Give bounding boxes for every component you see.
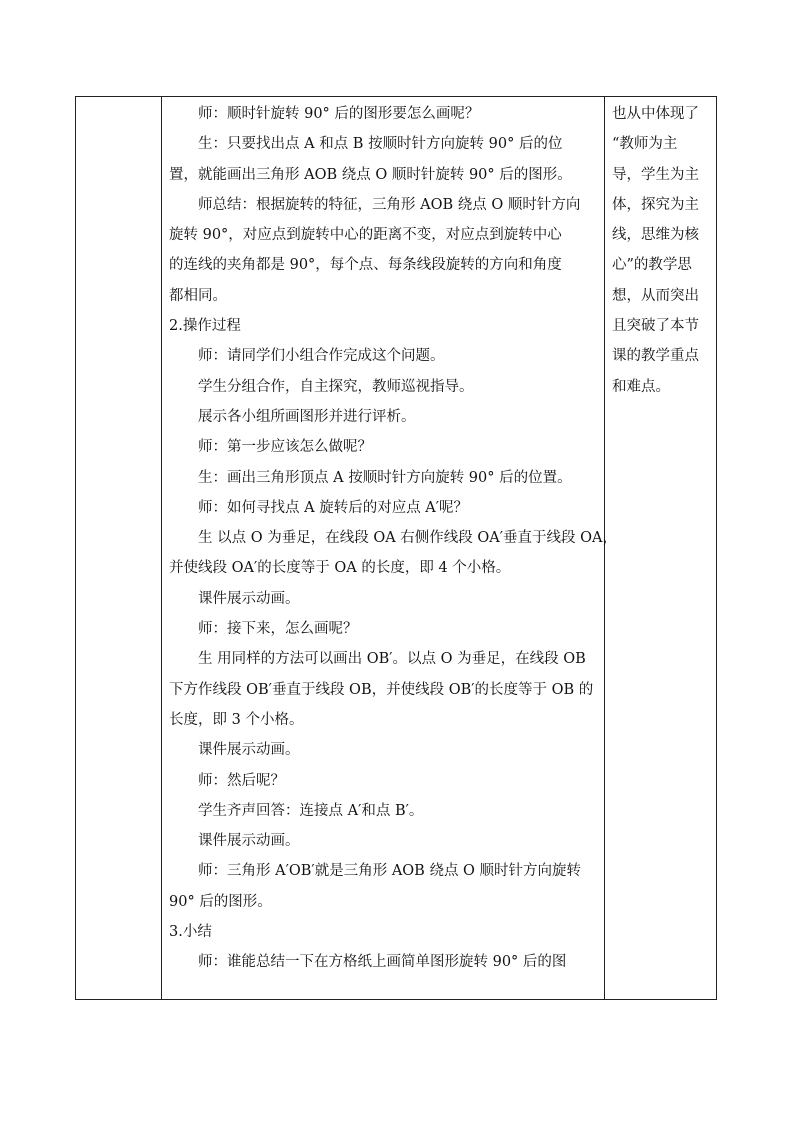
content-line: 都相同。 xyxy=(169,287,227,304)
content-line: 置，就能画出三角形 AOB 绕点 O 顺时针旋转 90° 后的图形。 xyxy=(169,166,572,183)
content-line: 师：三角形 A′OB′就是三角形 AOB 绕点 O 顺时针方向旋转 xyxy=(198,863,582,880)
content-line: 生：画出三角形顶点 A 按顺时针方向旋转 90° 后的位置。 xyxy=(198,469,572,486)
content-line: 旋转 90°，对应点到旋转中心的距离不变，对应点到旋转中心 xyxy=(169,227,562,244)
content-line: 的连线的夹角都是 90°，每个点、每条线段旋转的方向和角度 xyxy=(169,257,562,274)
column-divider xyxy=(161,97,162,999)
content-line: 课件展示动画。 xyxy=(198,833,300,850)
content-line: 2.操作过程 xyxy=(169,318,241,335)
side-note-line: 线，思维为核 xyxy=(612,227,699,244)
content-line: 90° 后的图形。 xyxy=(169,893,272,910)
content-line: 师：接下来，怎么画呢？ xyxy=(198,621,358,638)
side-note-line: 想，从而突出 xyxy=(612,287,699,304)
content-line: 师：第一步应该怎么做呢？ xyxy=(198,439,372,456)
content-line: 并使线段 OA′的长度等于 OA 的长度，即 4 个小格。 xyxy=(169,560,511,577)
side-note-line: 导，学生为主 xyxy=(612,166,699,183)
content-line: 师：然后呢？ xyxy=(198,772,285,789)
content-line: 学生分组合作，自主探究，教师巡视指导。 xyxy=(198,378,474,395)
content-line: 生 用同样的方法可以画出 OB′。以点 O 为垂足，在线段 OB xyxy=(198,651,586,668)
content-line: 师：顺时针旋转 90° 后的图形要怎么画呢？ xyxy=(198,106,480,122)
side-note-line: 心”的教学思 xyxy=(612,257,692,274)
side-note-line: 和难点。 xyxy=(612,378,670,395)
content-line: 学生齐声回答：连接点 A′和点 B′。 xyxy=(198,802,424,819)
content-line: 下方作线段 OB′垂直于线段 OB，并使线段 OB′的长度等于 OB 的 xyxy=(169,681,594,698)
content-line: 生：只要找出点 A 和点 B 按顺时针方向旋转 90° 后的位 xyxy=(198,136,563,153)
content-line: 长度，即 3 个小格。 xyxy=(169,711,304,728)
side-note-line: 也从中体现了 xyxy=(612,106,699,122)
content-line: 课件展示动画。 xyxy=(198,742,300,759)
content-line: 生 以点 O 为垂足，在线段 OA 右侧作线段 OA′垂直于线段 OA， xyxy=(198,530,618,547)
side-note-line: 且突破了本节 xyxy=(612,318,699,335)
content-line: 3.小结 xyxy=(169,924,212,941)
content-line: 师：如何寻找点 A 旋转后的对应点 A′呢？ xyxy=(198,499,469,516)
content-line: 展示各小组所画图形并进行评析。 xyxy=(198,408,416,425)
content-line: 师：谁能总结一下在方格纸上画简单图形旋转 90° 后的图 xyxy=(198,954,567,971)
lesson-content-cell xyxy=(169,99,618,978)
lesson-table xyxy=(75,96,717,1000)
side-note-line: “教师为主 xyxy=(612,136,678,153)
side-note-line: 体，探究为主 xyxy=(612,196,699,213)
side-note-line: 课的教学重点 xyxy=(612,348,699,365)
content-line: 师：请同学们小组合作完成这个问题。 xyxy=(198,348,445,365)
design-intent-cell xyxy=(612,99,712,402)
content-line: 课件展示动画。 xyxy=(198,590,300,607)
content-line: 师总结：根据旋转的特征，三角形 AOB 绕点 O 顺时针方向 xyxy=(198,196,581,213)
